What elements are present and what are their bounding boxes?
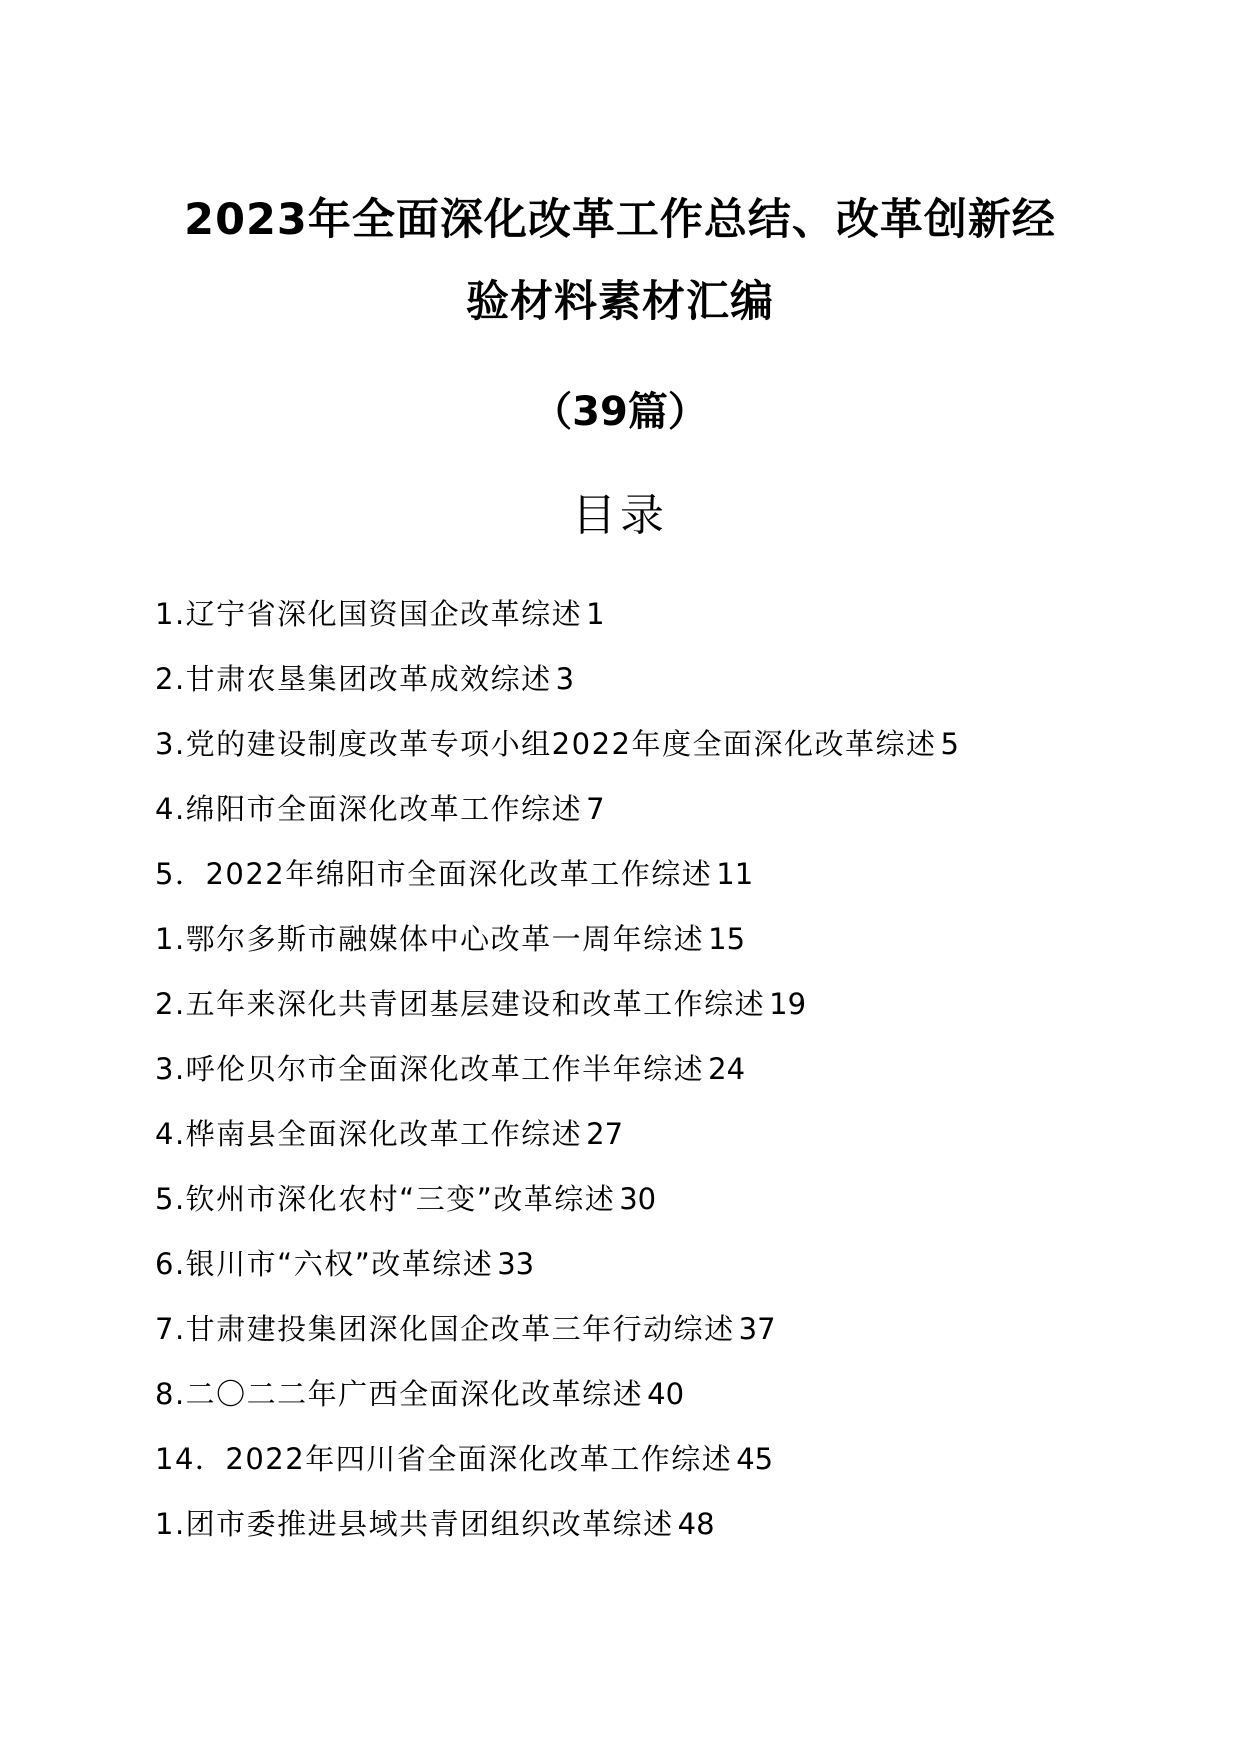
toc-item-title: 2.甘肃农垦集团改革成效综述 bbox=[155, 662, 552, 696]
title-line-1: 2023年全面深化改革工作总结、改革创新经 bbox=[184, 195, 1056, 245]
toc-item[interactable] bbox=[155, 592, 1115, 657]
toc-item-title: 4.桦南县全面深化改革工作综述 bbox=[155, 1117, 583, 1151]
toc-item-title: 5．2022年绵阳市全面深化改革工作综述 bbox=[155, 857, 713, 891]
toc-item[interactable] bbox=[155, 787, 1115, 852]
toc-item-title: 1.辽宁省深化国资国企改革综述 bbox=[155, 597, 583, 631]
toc-item[interactable] bbox=[155, 917, 1115, 982]
toc-item[interactable] bbox=[155, 1437, 1115, 1502]
toc-item-page-number: 1 bbox=[586, 597, 605, 631]
toc-item[interactable] bbox=[155, 982, 1115, 1047]
toc-item-page-number: 40 bbox=[647, 1377, 685, 1411]
toc-item[interactable] bbox=[155, 1502, 1115, 1567]
toc-item[interactable] bbox=[155, 1372, 1115, 1437]
toc-item-page-number: 24 bbox=[708, 1052, 746, 1086]
toc-item-page-number: 37 bbox=[738, 1312, 776, 1346]
toc-item-page-number: 48 bbox=[677, 1507, 715, 1541]
toc-item[interactable] bbox=[155, 722, 1115, 787]
toc-item-page-number: 19 bbox=[769, 987, 807, 1021]
toc-item-page-number: 15 bbox=[708, 922, 746, 956]
toc-item-title: 8.二〇二二年广西全面深化改革综述 bbox=[155, 1377, 644, 1411]
toc-item-page-number: 3 bbox=[555, 662, 575, 696]
toc-item-title: 7.甘肃建投集团深化国企改革三年行动综述 bbox=[155, 1312, 735, 1346]
toc-item-title: 6.银川市“六权”改革综述 bbox=[155, 1247, 494, 1281]
toc-item-title: 3.党的建设制度改革专项小组2022年度全面深化改革综述 bbox=[155, 727, 937, 761]
toc-item[interactable] bbox=[155, 1307, 1115, 1372]
toc-item-title: 14．2022年四川省全面深化改革工作综述 bbox=[155, 1442, 733, 1476]
toc-item-title: 1.鄂尔多斯市融媒体中心改革一周年综述 bbox=[155, 922, 705, 956]
toc-item-title: 2.五年来深化共青团基层建设和改革工作综述 bbox=[155, 987, 766, 1021]
toc-item[interactable] bbox=[155, 1047, 1115, 1112]
toc-item-page-number: 33 bbox=[497, 1247, 535, 1281]
toc-item-title: 1.团市委推进县域共青团组织改革综述 bbox=[155, 1507, 674, 1541]
toc-heading: 目录 bbox=[572, 490, 668, 541]
toc-item-title: 3.呼伦贝尔市全面深化改革工作半年综述 bbox=[155, 1052, 705, 1086]
toc-item[interactable] bbox=[155, 852, 1115, 917]
toc-item-page-number: 45 bbox=[736, 1442, 774, 1476]
toc-item-page-number: 27 bbox=[586, 1117, 624, 1151]
toc-item[interactable] bbox=[155, 657, 1115, 722]
toc-item-title: 4.绵阳市全面深化改革工作综述 bbox=[155, 792, 583, 826]
toc-item[interactable] bbox=[155, 1112, 1115, 1177]
toc-item-page-number: 5 bbox=[940, 727, 959, 761]
document-title bbox=[120, 190, 1120, 332]
toc-item[interactable] bbox=[155, 1242, 1115, 1307]
table-of-contents bbox=[155, 592, 1115, 1567]
toc-item-page-number: 7 bbox=[586, 792, 605, 826]
toc-item-page-number: 11 bbox=[716, 857, 754, 891]
article-count-subtitle: （39篇） bbox=[532, 389, 708, 435]
toc-item-title: 5.钦州市深化农村“三变”改革综述 bbox=[155, 1182, 616, 1216]
toc-item-page-number: 30 bbox=[619, 1182, 657, 1216]
toc-item[interactable] bbox=[155, 1177, 1115, 1242]
title-line-2: 验材料素材汇编 bbox=[466, 277, 774, 327]
